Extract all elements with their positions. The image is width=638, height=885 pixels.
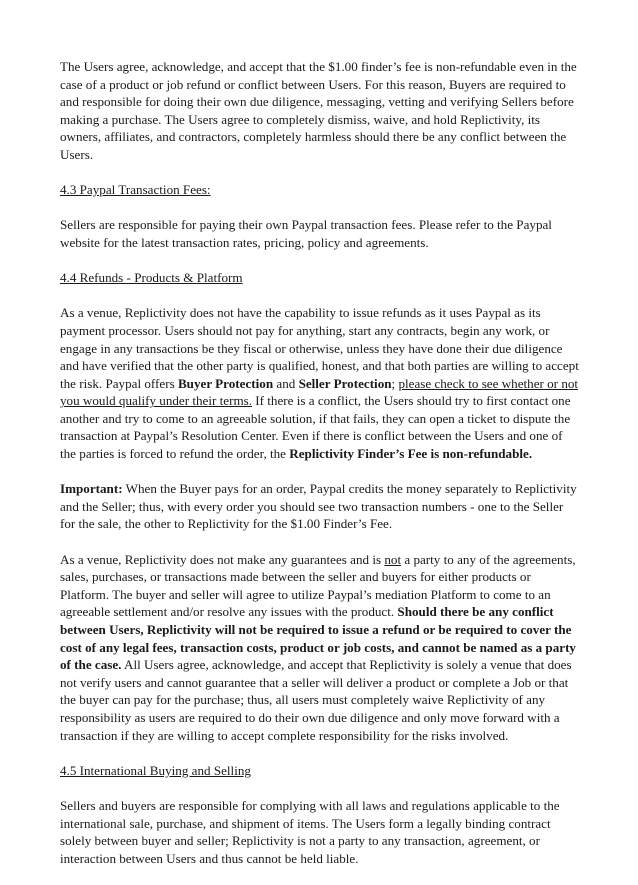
section-4-4-important bbox=[60, 480, 580, 533]
text-run: ; bbox=[391, 375, 399, 391]
important-label: Important: bbox=[60, 481, 123, 497]
text-run: and bbox=[273, 375, 299, 391]
document-page bbox=[60, 58, 580, 885]
intro-paragraph: The Users agree, acknowledge, and accept that the $1.00 finder’s fee is non-refundable even in the case of a product or job refund or conflict between Users. For this reason, Buyers are required to and responsible for doing their own due diligence, messaging, vetting and verifying Sellers before making a purchase. The Users agree to completely dismiss, waive, and hold Replictivity, its owners, affiliates, and contractors, completely harmless should there be any conflict between the Users. bbox=[60, 59, 577, 162]
text-run: If there is a conflict, the Users should try to first contact one another and try to come to an agreeable solution, if that fails, they can open a ticket to dispute the transaction at Paypal’s Resolution Center. Even if there is conflict between the Users and one of the parties is forced to refund the order, the bbox=[60, 393, 571, 462]
section-4-3-body: Sellers are responsible for paying their own Paypal transaction fees. Please refer to the Paypal website for the latest transaction rates, pricing, policy and agreements. bbox=[60, 217, 552, 250]
not-underlined: not bbox=[384, 551, 402, 567]
text-run: As a venue, Replictivity does not have the capability to issue refunds as it uses Paypal as its payment processor. Users should not pay for anything, start any contracts, begin any work, or engage in any transactions be they fiscal or otherwise, unless they have done their due diligence and have verified that the other party is qualified, honest, and that both parties are willing to accept the risk. Paypal offers bbox=[60, 305, 579, 391]
buyer-protection-term: Buyer Protection bbox=[177, 375, 274, 391]
seller-protection-term: Seller Protection bbox=[298, 375, 392, 391]
section-4-5-heading: 4.5 International Buying and Selling bbox=[60, 762, 251, 778]
paypal-terms-link[interactable]: please check to see whether or not you would qualify under their terms. bbox=[60, 375, 579, 409]
text-run: All Users agree, acknowledge, and accept that Replictivity is solely a venue that does not verify users and cannot guarantee that a seller will deliver a product or complete a Job or that the buyer can pay for the purchase; thus, all users must completely waive Replictivity of any responsibility as users are required to do their own due diligence and only move forward with a transaction if they are willing to accept complete responsibility for the risks involved. bbox=[60, 657, 572, 743]
section-4-4-paragraph-3 bbox=[60, 551, 580, 745]
section-4-3-heading: 4.3 Paypal Transaction Fees: bbox=[60, 182, 211, 198]
section-4-4-heading: 4.4 Refunds - Products & Platform bbox=[60, 270, 243, 286]
text-run: a party to any of the agreements, sales, purchases, or transactions made between the seller and buyers for either products or Platform. The buyer and seller will agree to utilize Paypal’s mediation Platform to come to an agreeable settlement and/or resolve any issues with the product. bbox=[60, 551, 576, 620]
finders-fee-nonrefundable: Replictivity Finder’s Fee is non-refundable. bbox=[289, 446, 533, 462]
section-4-4-paragraph-1 bbox=[60, 304, 580, 462]
text-run: As a venue, Replictivity does not make any guarantees and is bbox=[60, 551, 385, 567]
text-run: When the Buyer pays for an order, Paypal credits the money separately to Replictivity and the Seller; thus, with every order you should see two transaction numbers - one to the Seller for the sale, the other to Replictivity for the $1.00 Finder’s Fee. bbox=[60, 481, 577, 532]
no-refund-clause: Should there be any conflict between Users, Replictivity will not be required to issue a refund or be required to cover the cost of any legal fees, transaction costs, product or job costs, and cannot be named as a party of the case. bbox=[60, 604, 576, 673]
section-4-5-body: Sellers and buyers are responsible for complying with all laws and regulations applicable to the international sale, purchase, and shipment of items. The Users form a legally binding contract solely between buyer and seller; Replictivity is not a party to any transaction, agreement, or interaction between Users and thus cannot be held liable. bbox=[60, 797, 560, 866]
